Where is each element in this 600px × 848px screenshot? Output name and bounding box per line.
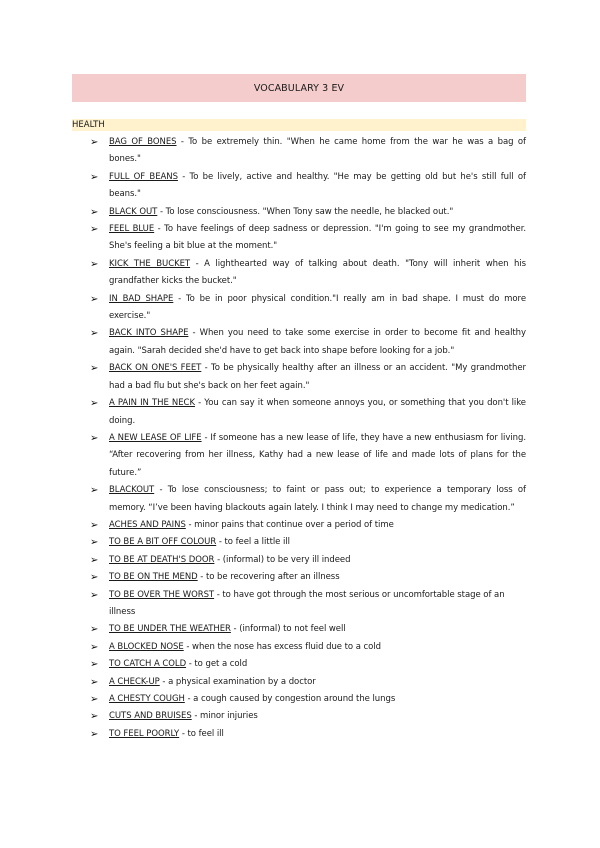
vocabulary-definition: - to get a cold: [186, 659, 248, 670]
arrow-bullet-icon: ➢: [90, 171, 99, 183]
vocabulary-entry: [90, 621, 526, 638]
vocabulary-entry: [90, 169, 526, 204]
vocabulary-entry: [90, 360, 526, 395]
arrow-bullet-icon: ➢: [90, 224, 99, 236]
vocabulary-definition: - If someone has a new lease of life, they have a new enthusiasm for living. “After recovering from her illness, Kathy had a new lease of life and made lots of plans for the future.”: [109, 432, 526, 478]
vocabulary-entry: [90, 204, 526, 221]
vocabulary-term: TO FEEL POORLY: [109, 728, 180, 739]
arrow-bullet-icon: ➢: [90, 363, 99, 375]
vocabulary-definition: - to be recovering after an illness: [197, 572, 340, 583]
vocabulary-term: TO BE A BIT OFF COLOUR: [109, 537, 217, 548]
vocabulary-entry: [90, 552, 526, 569]
arrow-bullet-icon: ➢: [90, 694, 99, 705]
vocabulary-definition: - a cough caused by congestion around the lungs: [184, 694, 396, 704]
vocabulary-definition: - To lose consciousness. "When Tony saw the needle, he blacked out.": [157, 206, 454, 217]
vocabulary-term: KICK THE BUCKET: [109, 258, 191, 269]
vocabulary-definition: - To have feelings of deep sadness or depression. "I'm going to see my grandmother. She's feeling a bit blue at the moment.": [109, 224, 527, 252]
arrow-bullet-icon: ➢: [90, 554, 99, 566]
arrow-bullet-icon: ➢: [90, 589, 99, 601]
document-title-band: [72, 74, 526, 102]
arrow-bullet-icon: ➢: [90, 206, 99, 218]
vocabulary-entry: [90, 569, 526, 586]
vocabulary-definition: - minor pains that continue over a period of time: [185, 519, 394, 530]
vocabulary-term: BLACKOUT: [109, 485, 155, 496]
vocabulary-definition: - to feel ill: [179, 728, 224, 739]
vocabulary-entry: [90, 256, 526, 291]
arrow-bullet-icon: ➢: [90, 624, 99, 636]
vocabulary-term: TO BE ON THE MEND: [109, 572, 198, 583]
vocabulary-entry: [90, 726, 526, 743]
vocabulary-term: A CHECK-UP: [109, 676, 160, 687]
vocabulary-term: A PAIN IN THE NECK: [109, 398, 195, 409]
vocabulary-definition: - To be physically healthy after an illness or an accident. "My grandmother had a bad flu but she's back on her feet again.": [109, 363, 526, 391]
vocabulary-entry: [90, 708, 526, 725]
arrow-bullet-icon: ➢: [90, 711, 99, 723]
vocabulary-term: FEEL BLUE: [109, 224, 155, 235]
vocabulary-entry: [90, 639, 526, 656]
arrow-bullet-icon: ➢: [90, 293, 99, 305]
vocabulary-definition: - To be lively, active and healthy. "He may be getting old but he's still full of beans.": [109, 171, 527, 200]
vocabulary-term: BAG OF BONES: [109, 137, 177, 147]
section-heading-band: [72, 119, 526, 131]
vocabulary-definition: - (informal) to not feel well: [230, 624, 346, 635]
arrow-bullet-icon: ➢: [90, 537, 99, 549]
vocabulary-list: [90, 134, 526, 743]
vocabulary-entry: [90, 134, 526, 169]
vocabulary-term: TO BE OVER THE WORST: [109, 589, 215, 600]
arrow-bullet-icon: ➢: [90, 137, 99, 148]
vocabulary-term: A BLOCKED NOSE: [109, 641, 184, 652]
vocabulary-term: TO BE AT DEATH'S DOOR: [109, 554, 215, 565]
vocabulary-term: TO CATCH A COLD: [109, 659, 187, 670]
vocabulary-term: FULL OF BEANS: [109, 171, 178, 182]
vocabulary-entry: [90, 430, 526, 482]
vocabulary-entry: [90, 691, 526, 708]
vocabulary-term: CUTS AND BRUISES: [109, 711, 192, 722]
vocabulary-definition: - A lighthearted way of talking about death. "Tony will inherit when his grandfather kicks the bucket.": [109, 258, 527, 287]
arrow-bullet-icon: ➢: [90, 328, 99, 340]
vocabulary-entry: [90, 517, 526, 534]
vocabulary-entry: [90, 395, 526, 430]
vocabulary-definition: - when the nose has excess fluid due to a cold: [183, 641, 381, 652]
arrow-bullet-icon: ➢: [90, 258, 99, 270]
vocabulary-entry: [90, 674, 526, 691]
vocabulary-entry: [90, 482, 526, 517]
section-heading: HEALTH: [72, 120, 105, 130]
vocabulary-term: ACHES AND PAINS: [109, 519, 186, 530]
arrow-bullet-icon: ➢: [90, 659, 99, 671]
vocabulary-term: A CHESTY COUGH: [109, 694, 185, 704]
vocabulary-definition: - to have got through the most serious or uncomfortable stage of an illness: [109, 589, 505, 617]
arrow-bullet-icon: ➢: [90, 432, 99, 444]
vocabulary-definition: - (informal) to be very ill indeed: [214, 554, 351, 565]
arrow-bullet-icon: ➢: [90, 398, 99, 410]
vocabulary-term: A NEW LEASE OF LIFE: [109, 432, 202, 443]
vocabulary-term: IN BAD SHAPE: [109, 293, 174, 304]
arrow-bullet-icon: ➢: [90, 676, 99, 688]
vocabulary-entry: [90, 325, 526, 360]
vocabulary-definition: - To be extremely thin. "When he came home from the war he was a bag of bones.": [109, 137, 526, 165]
vocabulary-term: BACK ON ONE'S FEET: [109, 363, 202, 374]
vocabulary-definition: - to feel a little ill: [216, 537, 290, 548]
vocabulary-entry: [90, 656, 526, 673]
vocabulary-definition: - When you need to take some exercise in order to become fit and healthy again. "Sarah decided she'd have to get back into shape before looking for a job.": [109, 328, 526, 356]
vocabulary-term: TO BE UNDER THE WEATHER: [109, 624, 231, 635]
vocabulary-entry: [90, 291, 526, 326]
vocabulary-term: BACK INTO SHAPE: [109, 328, 189, 339]
vocabulary-entry: [90, 534, 526, 551]
arrow-bullet-icon: ➢: [90, 728, 99, 740]
vocabulary-definition: - minor injuries: [191, 711, 258, 722]
vocabulary-definition: - You can say it when someone annoys you, or something that you don't like doing.: [109, 398, 526, 426]
arrow-bullet-icon: ➢: [90, 572, 99, 584]
arrow-bullet-icon: ➢: [90, 485, 99, 497]
document-title: VOCABULARY 3 EV: [253, 82, 345, 94]
arrow-bullet-icon: ➢: [90, 641, 99, 653]
vocabulary-entry: [90, 587, 526, 622]
vocabulary-definition: - a physical examination by a doctor: [159, 676, 316, 687]
vocabulary-definition: - To be in poor physical condition."I really am in bad shape. I must do more exercise.": [109, 293, 526, 322]
arrow-bullet-icon: ➢: [90, 519, 99, 531]
vocabulary-entry: [90, 221, 526, 256]
vocabulary-term: BLACK OUT: [109, 206, 158, 217]
vocabulary-definition: - To lose consciousness; to faint or pass out; to experience a temporary loss of memory. “I’ve been having blackouts again lately. I think I may need to change my medication.”: [109, 485, 526, 513]
